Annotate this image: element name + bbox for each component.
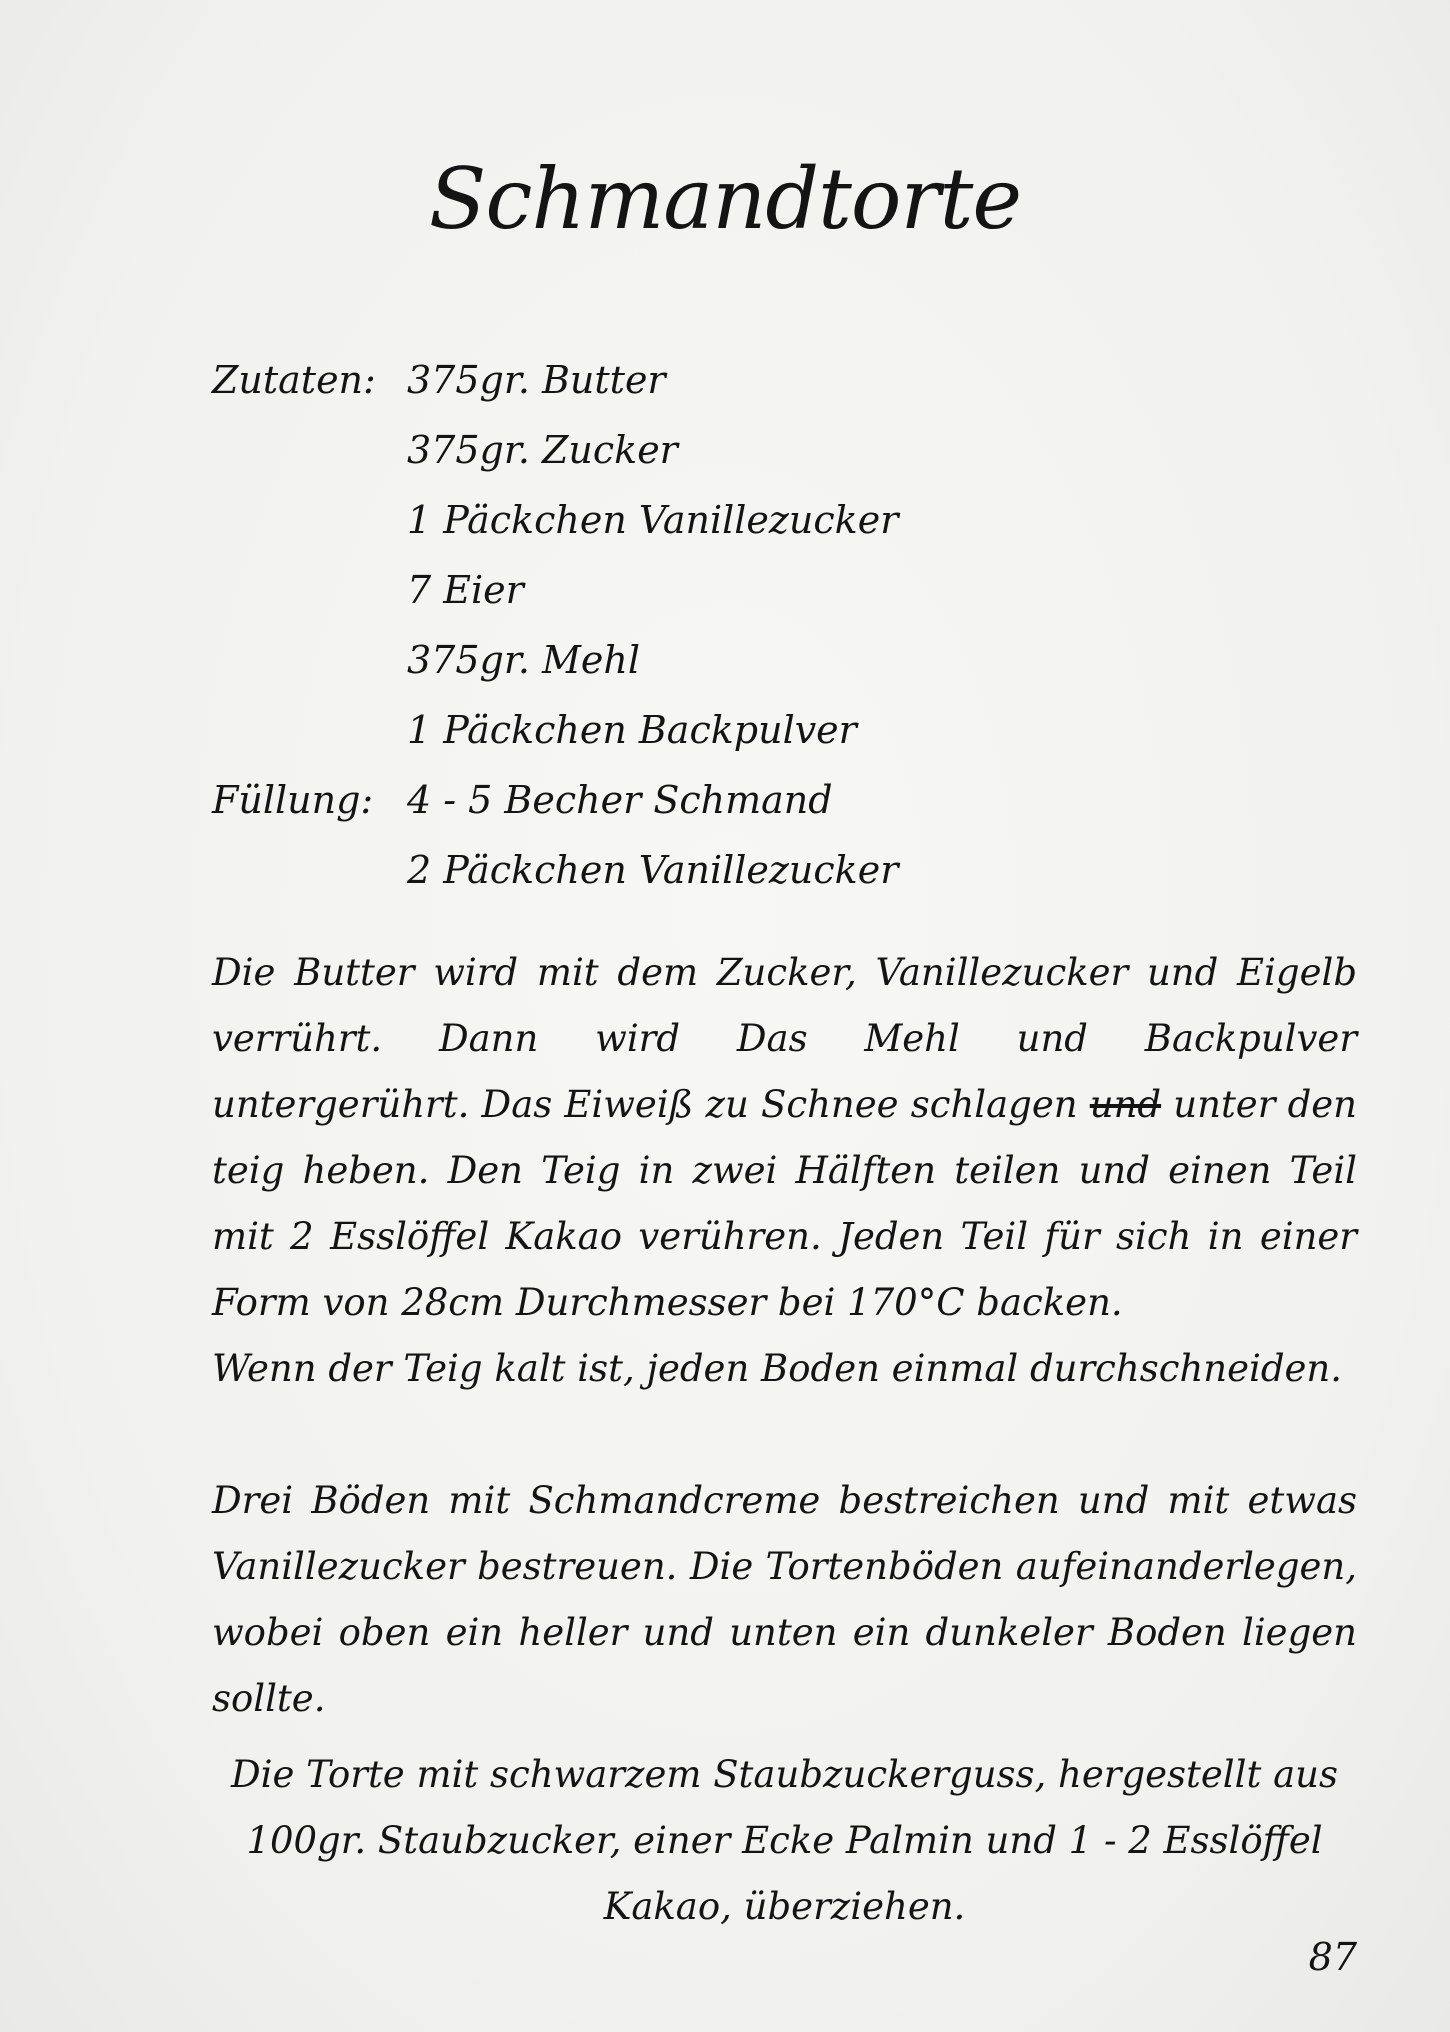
instructions-paragraph-2 <box>212 1468 1357 1732</box>
ingredient-value: 7 Eier <box>407 568 524 612</box>
page-title: Schmandtorte <box>428 150 1022 248</box>
paragraph-line-part: untergerührt. Das Eiweiß zu Schnee schlagen <box>212 1083 1078 1126</box>
ingredient-value: 375gr. Mehl <box>407 638 641 682</box>
instructions-paragraph-3 <box>212 1742 1357 1940</box>
ingredient-value: 4 - 5 Becher Schmand <box>407 778 833 822</box>
paragraph-line: wobei oben ein heller und unten ein dunkeler Boden liegen <box>212 1611 1357 1654</box>
paragraph-line: Die Torte mit schwarzem Staubzuckerguss, hergestellt aus <box>231 1753 1338 1796</box>
paragraph-line: Kakao, überziehen. <box>603 1885 966 1928</box>
ingredient-value: 1 Päckchen Backpulver <box>407 708 857 752</box>
paragraph-line: sollte. <box>212 1677 326 1720</box>
paragraph-line: Wenn der Teig kalt ist, jeden Boden einmal durchschneiden. <box>212 1347 1342 1390</box>
paragraph-line <box>212 1072 1357 1138</box>
paragraph-line: mit 2 Esslöffel Kakao verühren. Jeden Teil für sich in einer <box>212 1215 1357 1258</box>
ingredient-value: 2 Päckchen Vanillezucker <box>407 848 899 892</box>
ingredient-value: 375gr. Zucker <box>407 428 678 472</box>
paragraph-line: verrührt. Dann wird Das Mehl und Backpulver <box>212 1017 1357 1060</box>
paragraph-line: 100gr. Staubzucker, einer Ecke Palmin und 1 - 2 Esslöffel <box>246 1819 1323 1862</box>
paragraph-line: Die Butter wird mit dem Zucker, Vanillezucker und Eigelb <box>212 951 1357 994</box>
paragraph-line: Vanillezucker bestreuen. Die Tortenböden aufeinanderlegen, <box>212 1545 1357 1588</box>
ingredient-value: 375gr. Butter <box>407 358 666 402</box>
paragraph-line: teig heben. Den Teig in zwei Hälften teilen und einen Teil <box>212 1149 1357 1192</box>
paragraph-line-part: unter den <box>1173 1083 1357 1126</box>
paragraph-line: Drei Böden mit Schmandcreme bestreichen und mit etwas <box>212 1479 1357 1522</box>
page-number: 87 <box>1308 1935 1357 1979</box>
ingredient-value: 1 Päckchen Vanillezucker <box>407 498 899 542</box>
instructions-paragraph-1 <box>212 940 1357 1402</box>
paragraph-line: Form von 28cm Durchmesser bei 170°C backen. <box>212 1281 1123 1324</box>
ingredient-section-label: Zutaten: <box>212 358 376 402</box>
struck-word: und <box>1089 1083 1162 1126</box>
ingredient-section-label: Füllung: <box>212 778 374 822</box>
